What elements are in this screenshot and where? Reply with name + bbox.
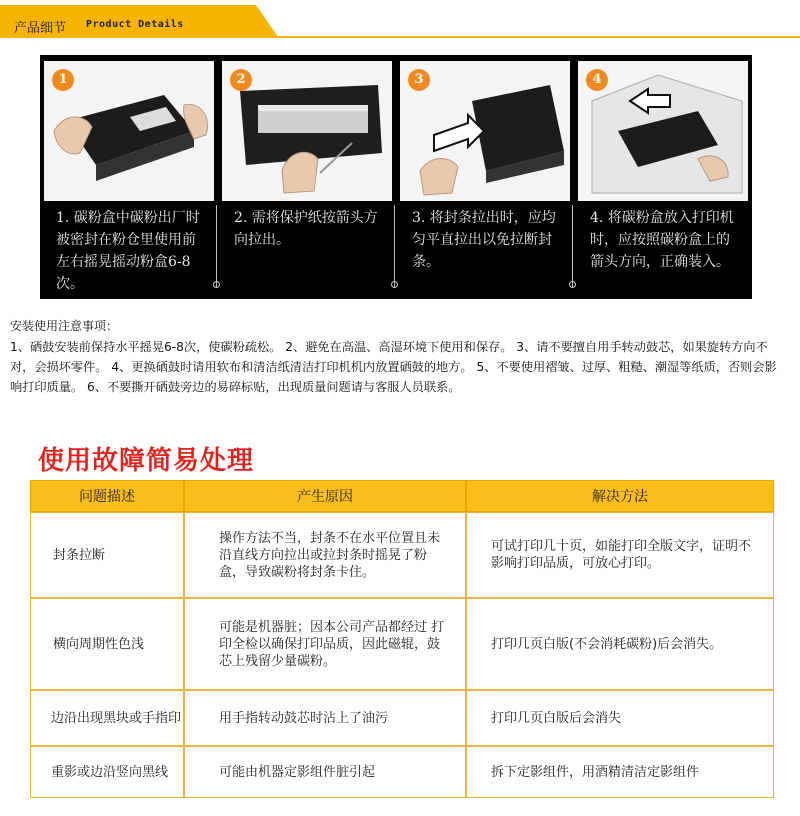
cause-cell: 用手指转动鼓芯时沾上了油污 (184, 690, 466, 746)
table-row (30, 598, 774, 690)
step-1-photo (44, 61, 214, 201)
cause-cell: 可能由机器定影组件脏引起 (184, 746, 466, 798)
step-2-number-badge: 2 (230, 69, 252, 91)
header-underline (0, 36, 800, 38)
step-divider (572, 205, 573, 287)
step-1 (40, 55, 216, 299)
step-2-text: 2. 需将保护纸按箭头方向拉出。 (234, 210, 378, 248)
cause-cell: 操作方法不当，封条不在水平位置且未沿直线方向拉出或拉封条时摇晃了粉盒，导致碳粉将封条卡住。 (184, 512, 466, 598)
table-row (30, 746, 774, 798)
step-3-text: 3. 将封条拉出时，应均匀平直拉出以免拉断封条。 (412, 210, 556, 270)
solution-cell: 打印几页白版后会消失 (466, 690, 774, 746)
step-4 (574, 55, 750, 299)
problem-cell: 边沿出现黑块或手指印 (30, 690, 184, 746)
troubleshooting-table (30, 480, 774, 798)
solution-cell: 打印几页白版(不会消耗碳粉)后会消失。 (466, 598, 774, 690)
header-tab (0, 5, 278, 35)
solution-cell: 拆下定影组件，用酒精清洁定影组件 (466, 746, 774, 798)
installation-notes-body: 1、硒鼓安装前保持水平摇晃6-8次，使碳粉疏松。 2、避免在高温、高湿环境下使用和保存。 3、请不要擅自用手转动鼓芯，如果旋转方向不对，会损坏零件。 4、更换硒鼓时请用软布和清洁纸清洁打印机机内放置硒鼓的地方。 5、不要使用褶皱、过厚、粗糙、潮湿等纸质，否则会影响打印质量。 6、不要撕开硒鼓旁边的易碎标贴，出现质量问题请与客服人员联系。 (10, 340, 777, 394)
problem-cell: 横向周期性色浅 (30, 598, 184, 690)
step-2-photo (222, 61, 392, 201)
column-header-problem: 问题描述 (30, 480, 184, 512)
step-2 (218, 55, 394, 299)
step-4-photo (578, 61, 748, 201)
solution-cell: 可试打印几十页，如能打印全版文字，证明不影响打印品质，可放心打印。 (466, 512, 774, 598)
step-divider (394, 205, 395, 287)
step-3-photo (400, 61, 570, 201)
column-header-cause: 产生原因 (184, 480, 466, 512)
step-1-text: 1. 碳粉盒中碳粉出厂时被密封在粉仓里使用前左右摇晃摇动粉盒6-8次。 (56, 210, 200, 292)
step-divider (216, 205, 217, 287)
problem-cell: 封条拉断 (30, 512, 184, 598)
cause-cell: 可能是机器脏；因本公司产品都经过 打印全检以确保打印品质，因此磁辊，鼓芯上残留少量碳粉。 (184, 598, 466, 690)
table-row (30, 512, 774, 598)
step-4-number-badge: 4 (586, 69, 608, 91)
installation-notes-title: 安装使用注意事项： (10, 319, 119, 333)
table-header-row (30, 480, 774, 512)
section-header (0, 0, 800, 40)
step-3 (396, 55, 572, 299)
problem-cell: 重影或边沿竖向黑线 (30, 746, 184, 798)
column-header-solution: 解决方法 (466, 480, 774, 512)
troubleshooting-title: 使用故障简易处理 (38, 446, 255, 476)
table-row (30, 690, 774, 746)
header-title: 产品细节 (14, 21, 67, 36)
installation-steps-panel (40, 55, 752, 299)
header-subtitle: Product Details (86, 19, 184, 30)
step-3-number-badge: 3 (408, 69, 430, 91)
step-1-number-badge: 1 (52, 69, 74, 91)
step-4-text: 4. 将碳粉盒放入打印机时，应按照碳粉盒上的箭头方向，正确装入。 (590, 210, 734, 270)
